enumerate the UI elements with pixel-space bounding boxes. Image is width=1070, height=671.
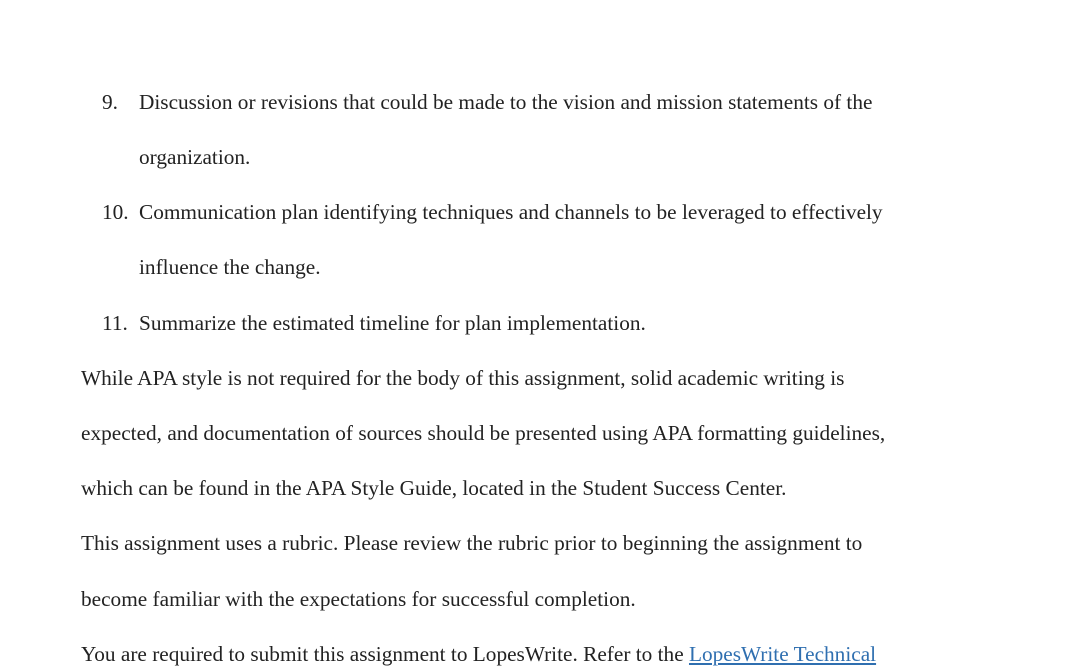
list-number-9: 9. [102,90,118,114]
list-item-9-line-2: organization. [139,145,251,169]
lopeswrite-technical-link[interactable]: LopesWrite Technical [688,642,877,666]
list-number-10: 10. [102,200,129,224]
list-item-9-line-1: Discussion or revisions that could be made to the vision and mission statements of the [139,90,873,114]
list-item-10-line-1: Communication plan identifying techniques and channels to be leveraged to effectively [139,200,883,224]
list-item-10-line-2: influence the change. [139,255,321,279]
paragraph-lopeswrite-text: You are required to submit this assignment to LopesWrite. Refer to the [81,642,689,666]
paragraph-apa-line-3: which can be found in the APA Style Guide, located in the Student Success Center. [81,476,787,500]
paragraph-rubric-line-2: become familiar with the expectations for successful completion. [81,587,636,611]
paragraph-apa-line-2: expected, and documentation of sources should be presented using APA formatting guidelines, [81,421,886,445]
list-number-11: 11. [102,311,128,335]
paragraph-lopeswrite-line-1 [81,641,876,667]
paragraph-rubric-line-1: This assignment uses a rubric. Please review the rubric prior to beginning the assignment to [81,531,863,555]
list-item-11-line-1: Summarize the estimated timeline for plan implementation. [139,311,646,335]
paragraph-apa-line-1: While APA style is not required for the body of this assignment, solid academic writing is [81,366,845,390]
